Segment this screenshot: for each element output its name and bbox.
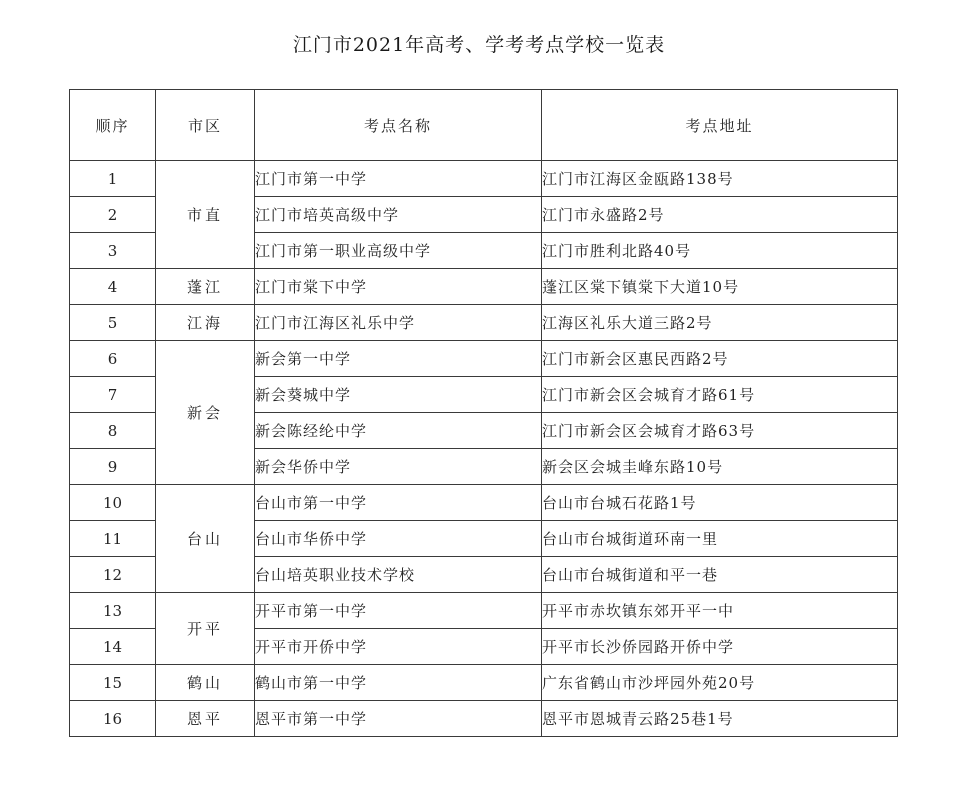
site-name: 台山市华侨中学: [255, 521, 542, 557]
site-name: 台山市第一中学: [255, 485, 542, 521]
site-address: 新会区会城圭峰东路10号: [542, 449, 898, 485]
site-name: 鹤山市第一中学: [255, 665, 542, 701]
row-seq: 10: [70, 485, 156, 521]
table-row: [70, 305, 898, 341]
row-seq: 3: [70, 233, 156, 269]
table-row: [70, 161, 898, 197]
site-address: 开平市赤坎镇东郊开平一中: [542, 593, 898, 629]
table-row: [70, 269, 898, 305]
site-address: 台山市台城街道环南一里: [542, 521, 898, 557]
site-address: 江门市江海区金瓯路138号: [542, 161, 898, 197]
row-seq: 6: [70, 341, 156, 377]
site-name: 江门市棠下中学: [255, 269, 542, 305]
site-address: 江门市新会区会城育才路63号: [542, 413, 898, 449]
site-name: 新会华侨中学: [255, 449, 542, 485]
table-row: [70, 701, 898, 737]
area-cell: 恩平: [156, 701, 255, 737]
row-seq: 5: [70, 305, 156, 341]
table-row: [70, 341, 898, 377]
site-name: 江门市培英高级中学: [255, 197, 542, 233]
area-cell: 鹤山: [156, 665, 255, 701]
site-address: 江门市新会区会城育才路61号: [542, 377, 898, 413]
header-seq: 顺序: [70, 90, 156, 161]
header-address: 考点地址: [542, 90, 898, 161]
row-seq: 15: [70, 665, 156, 701]
site-address: 江门市新会区惠民西路2号: [542, 341, 898, 377]
row-seq: 12: [70, 557, 156, 593]
table-header-row: [70, 90, 898, 161]
site-name: 江门市第一职业高级中学: [255, 233, 542, 269]
site-name: 台山培英职业技术学校: [255, 557, 542, 593]
row-seq: 11: [70, 521, 156, 557]
row-seq: 14: [70, 629, 156, 665]
site-address: 恩平市恩城青云路25巷1号: [542, 701, 898, 737]
area-cell: 蓬江: [156, 269, 255, 305]
site-name: 新会陈经纶中学: [255, 413, 542, 449]
row-seq: 8: [70, 413, 156, 449]
header-name: 考点名称: [255, 90, 542, 161]
table-row: [70, 665, 898, 701]
site-name: 新会第一中学: [255, 341, 542, 377]
site-address: 台山市台城石花路1号: [542, 485, 898, 521]
area-cell: 新会: [156, 341, 255, 485]
row-seq: 2: [70, 197, 156, 233]
table-row: [70, 593, 898, 629]
row-seq: 9: [70, 449, 156, 485]
row-seq: 1: [70, 161, 156, 197]
site-address: 江门市永盛路2号: [542, 197, 898, 233]
area-cell: 台山: [156, 485, 255, 593]
site-address: 蓬江区棠下镇棠下大道10号: [542, 269, 898, 305]
row-seq: 13: [70, 593, 156, 629]
row-seq: 7: [70, 377, 156, 413]
site-address: 江门市胜利北路40号: [542, 233, 898, 269]
site-address: 台山市台城街道和平一巷: [542, 557, 898, 593]
area-cell: 市直: [156, 161, 255, 269]
header-area: 市区: [156, 90, 255, 161]
site-name: 开平市开侨中学: [255, 629, 542, 665]
site-address: 广东省鹤山市沙坪园外苑20号: [542, 665, 898, 701]
site-address: 开平市长沙侨园路开侨中学: [542, 629, 898, 665]
page-title: 江门市2021年高考、学考考点学校一览表: [292, 34, 666, 56]
row-seq: 4: [70, 269, 156, 305]
site-name: 江门市第一中学: [255, 161, 542, 197]
row-seq: 16: [70, 701, 156, 737]
site-address: 江海区礼乐大道三路2号: [542, 305, 898, 341]
site-name: 恩平市第一中学: [255, 701, 542, 737]
site-name: 江门市江海区礼乐中学: [255, 305, 542, 341]
site-name: 开平市第一中学: [255, 593, 542, 629]
table-row: [70, 485, 898, 521]
area-cell: 江海: [156, 305, 255, 341]
area-cell: 开平: [156, 593, 255, 665]
site-name: 新会葵城中学: [255, 377, 542, 413]
exam-site-table: [69, 89, 898, 737]
